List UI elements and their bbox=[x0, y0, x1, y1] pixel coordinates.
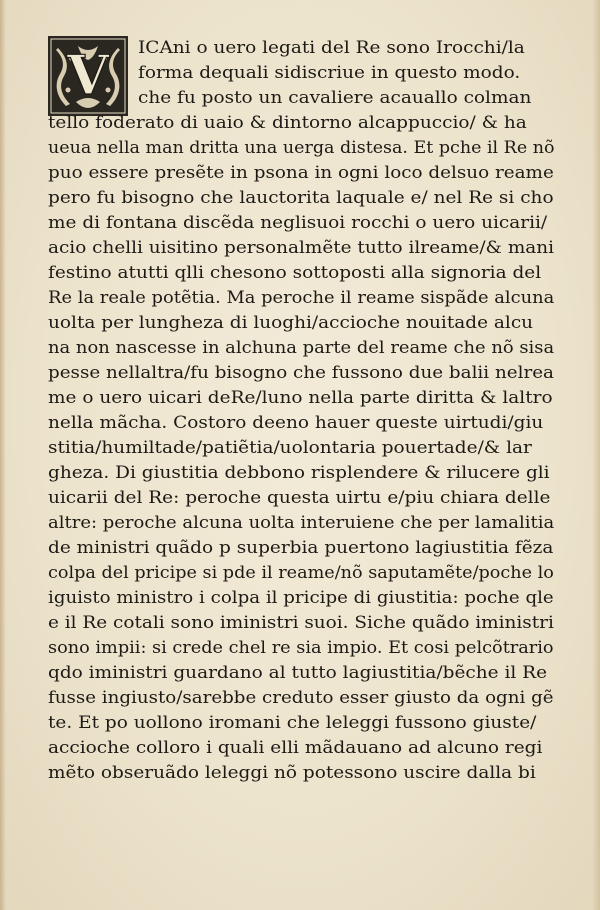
text-line: che fu posto un cavaliere acauallo colman bbox=[138, 88, 532, 107]
text-line: qdo iministri guardano al tutto lagiustitia/bẽche il Re bbox=[48, 663, 548, 682]
text-line: acio chelli uisitino personalmẽte tutto ilreame/& mani bbox=[48, 238, 555, 257]
text-line: iguisto ministro i colpa il pricipe di giustitia: poche qle bbox=[48, 588, 554, 607]
text-line: e il Re cotali sono iministri suoi. Siche quãdo iministri bbox=[48, 613, 554, 632]
text-line: Re la reale potẽtia. Ma peroche il reame sispãde alcuna bbox=[48, 288, 555, 307]
text-line: colpa del pricipe si pde il reame/nõ saputamẽte/poche lo bbox=[48, 563, 554, 582]
text-line: pesse nellaltra/fu bisogno che fussono due balii nelrea bbox=[48, 363, 554, 382]
text-line: altre: peroche alcuna uolta interuiene che per lamalitia bbox=[48, 513, 555, 532]
text-line: te. Et po uollono iromani che leleggi fussono giuste/ bbox=[48, 713, 537, 732]
text-line: stitia/humiltade/patiẽtia/uolontaria pouertade/& lar bbox=[48, 438, 532, 457]
text-line: forma dequali sidiscriue in questo modo. bbox=[138, 63, 521, 82]
text-line: nella mãcha. Costoro deeno hauer queste uirtudi/giu bbox=[48, 413, 544, 432]
text-line: uicarii del Re: peroche questa uirtu e/piu chiara delle bbox=[48, 488, 551, 507]
text-line: na non nascesse in alchuna parte del reame che nõ sisa bbox=[48, 338, 555, 357]
text-line: sono impii: si crede chel re sia impio. Et cosi pelcõtrario bbox=[48, 638, 554, 657]
text-line: puo essere presẽte in psona in ogni loco delsuo reame bbox=[48, 163, 554, 182]
page-left-edge bbox=[0, 0, 6, 910]
text-line: mẽto obseruãdo leleggi nõ potessono uscire dalla bi bbox=[48, 763, 536, 782]
woodcut-initial-icon bbox=[48, 36, 128, 116]
text-line: me di fontana discẽda neglisuoi rocchi o uero uicarii/ bbox=[48, 213, 548, 232]
text-line: uolta per lungheza di luoghi/accioche nouitade alcu bbox=[48, 313, 534, 332]
decorated-initial bbox=[48, 36, 128, 116]
text-line: tello foderato di uaio & dintorno alcappuccio/ & ha bbox=[48, 113, 527, 132]
text-line: festino atutti qlli chesono sottoposti alla signoria del bbox=[48, 263, 542, 282]
text-line: me o uero uicari deRe/luno nella parte diritta & laltro bbox=[48, 388, 553, 407]
text-line: ICAni o uero legati del Re sono Irocchi/la bbox=[138, 38, 525, 57]
page-right-edge bbox=[592, 0, 600, 910]
text-line: gheza. Di giustitia debbono risplendere & rilucere gli bbox=[48, 463, 550, 482]
svg-text:V: V bbox=[67, 43, 109, 107]
text-line: accioche colloro i quali elli mãdauano ad alcuno regi bbox=[48, 738, 543, 757]
text-line: fusse ingiusto/sarebbe creduto esser giusto da ogni gẽ bbox=[48, 688, 554, 707]
text-line: ueua nella man dritta una uerga distesa. Et pche il Re nõ bbox=[48, 138, 555, 157]
text-line: pero fu bisogno che lauctorita laquale e/ nel Re si cho bbox=[48, 188, 554, 207]
text-line: de ministri quãdo p superbia puertono lagiustitia fẽza bbox=[48, 538, 554, 557]
